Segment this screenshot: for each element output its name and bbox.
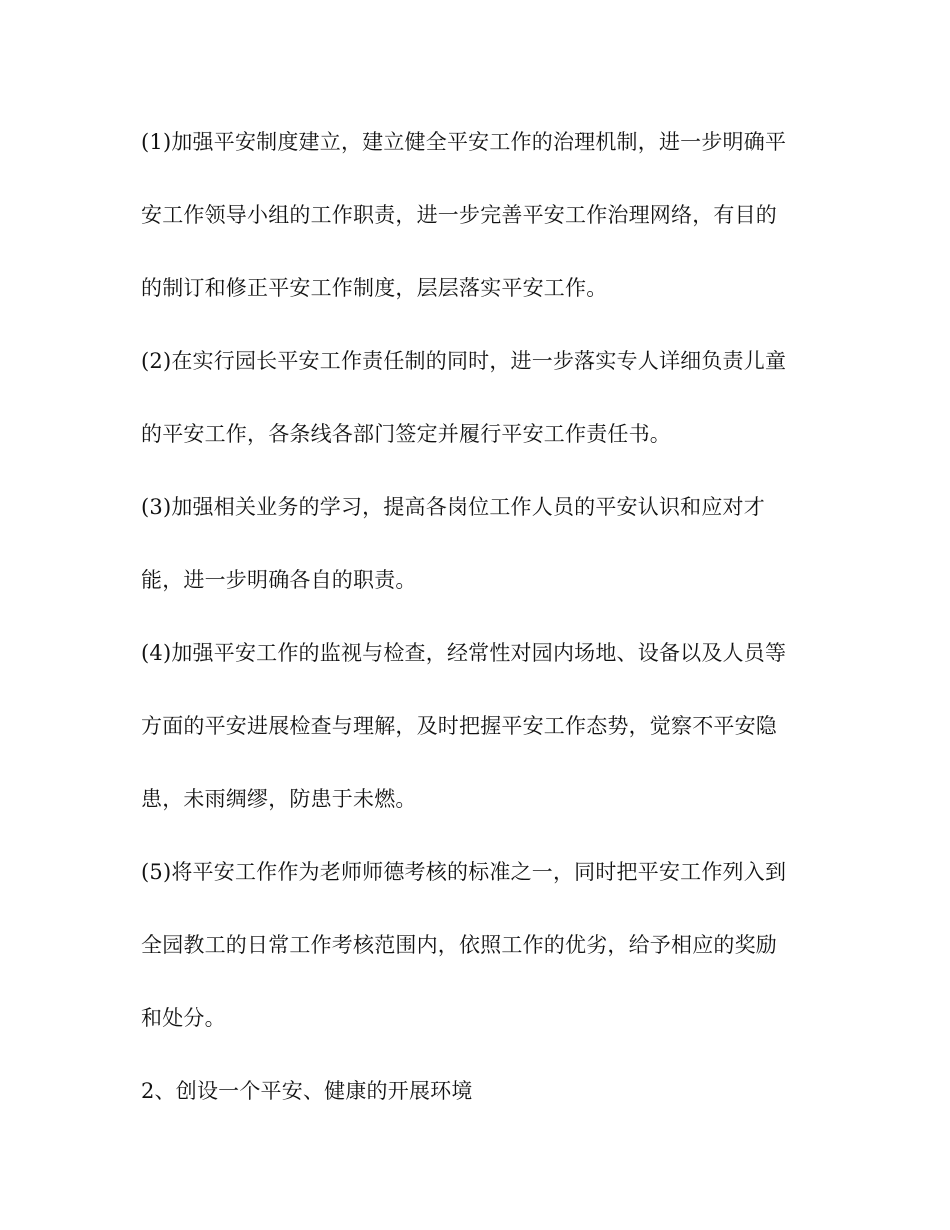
paragraph-1-line-3: 的制订和修正平安工作制度，层层落实平安工作。: [141, 276, 608, 300]
paragraph-2-line-2: 的平安工作，各条线各部门签定并履行平安工作责任书。: [141, 422, 671, 446]
paragraph-4-line-1: (4)加强平安工作的监视与检查，经常性对园内场地、设备以及人员等: [141, 641, 787, 665]
paragraph-5-line-2: 全园教工的日常工作考核范围内，依照工作的优劣，给予相应的奖励: [141, 933, 777, 957]
paragraph-4-line-2: 方面的平安进展检查与理解，及时把握平安工作态势，觉察不平安隐: [141, 714, 777, 738]
paragraph-4-line-3: 患，未雨绸缪，防患于未燃。: [141, 787, 417, 811]
paragraph-3-line-2: 能，进一步明确各自的职责。: [141, 568, 417, 592]
paragraph-1-line-2: 安工作领导小组的工作职责，进一步完善平安工作治理网络，有目的: [141, 203, 777, 227]
section-heading-2: 2、创设一个平安、健康的开展环境: [141, 1079, 473, 1103]
paragraph-5-line-1: (5)将平安工作作为老师师德考核的标准之一，同时把平安工作列入到: [141, 860, 787, 884]
paragraph-2-line-1: (2)在实行园长平安工作责任制的同时，进一步落实专人详细负责儿童: [141, 349, 787, 373]
paragraph-5-line-3: 和处分。: [141, 1006, 226, 1030]
paragraph-1-line-1: (1)加强平安制度建立，建立健全平安工作的治理机制，进一步明确平: [141, 130, 787, 154]
paragraph-3-line-1: (3)加强相关业务的学习，提高各岗位工作人员的平安认识和应对才: [141, 495, 765, 519]
